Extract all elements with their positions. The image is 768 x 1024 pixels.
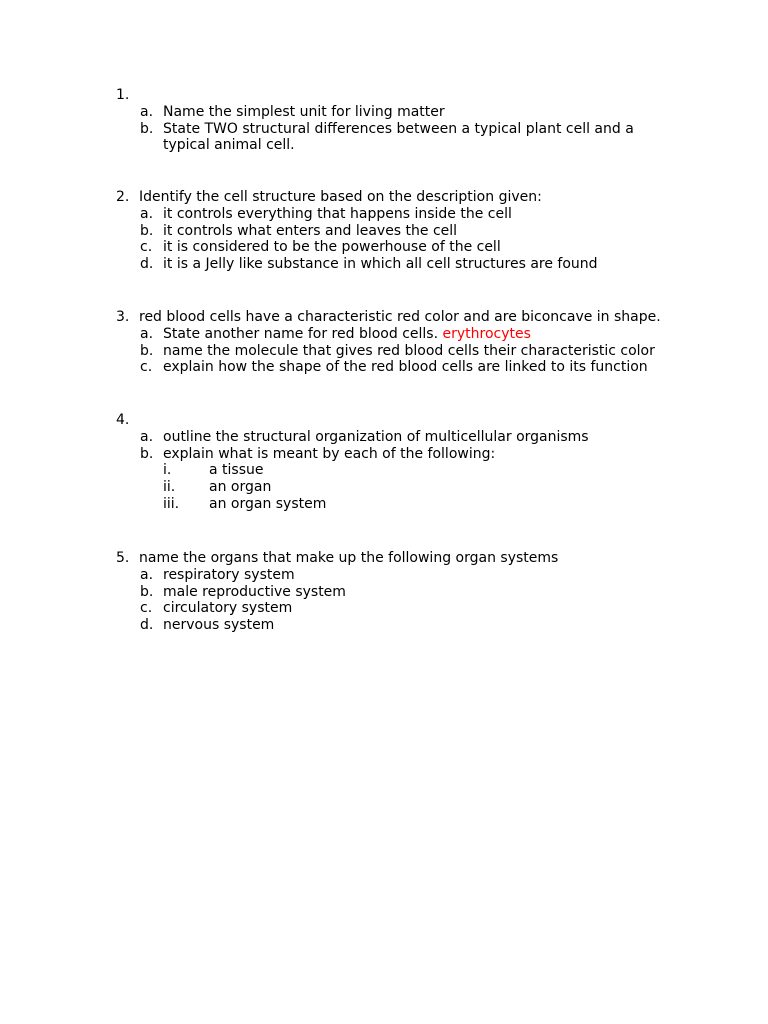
question-number: 1. — [116, 87, 130, 103]
question-3 — [116, 309, 676, 376]
sub-question-marker: a. — [140, 103, 154, 120]
sub-question-marker: c. — [140, 239, 153, 256]
sub-question — [116, 326, 676, 343]
sub-question-text: explain how the shape of the red blood cells are linked to its function — [163, 359, 648, 376]
sub-question-text: explain what is meant by each of the following: — [163, 445, 496, 462]
question-number: 3. — [116, 309, 130, 325]
sub-question-text-with-answer — [163, 326, 531, 343]
question-line — [116, 189, 676, 206]
sub-question — [116, 567, 676, 584]
roman-sub-item — [116, 496, 676, 513]
sub-question-marker: b. — [140, 222, 154, 239]
sub-question — [116, 343, 676, 360]
sub-question-text: nervous system — [163, 617, 275, 634]
question-text: red blood cells have a characteristic red color and are biconcave in shape. — [139, 309, 661, 325]
handwritten-answer: erythrocytes — [442, 325, 531, 342]
sub-question-marker: b. — [140, 342, 154, 359]
sub-question-text: it is considered to be the powerhouse of the cell — [163, 239, 501, 256]
sub-question-text: circulatory system — [163, 600, 293, 617]
sub-question — [116, 256, 676, 273]
roman-sub-item-marker: iii. — [163, 495, 180, 512]
sub-question — [116, 239, 676, 256]
sub-question — [116, 429, 676, 446]
sub-question-marker: c. — [140, 600, 153, 617]
sub-question-marker: a. — [140, 325, 154, 342]
sub-question — [116, 206, 676, 223]
question-number: 2. — [116, 189, 130, 205]
sub-question-marker: b. — [140, 445, 154, 462]
sub-question-text: State another name for red blood cells. — [163, 325, 439, 342]
roman-sub-item-marker: ii. — [163, 479, 176, 496]
question-line — [116, 309, 676, 326]
sub-question-text: it is a Jelly like substance in which all cell structures are found — [163, 256, 598, 273]
question-1 — [116, 87, 676, 154]
roman-sub-item — [116, 479, 676, 496]
question-number: 5. — [116, 550, 130, 566]
sub-question-marker: d. — [140, 617, 154, 634]
sub-question — [116, 223, 676, 240]
sub-question-marker: a. — [140, 428, 154, 445]
sub-question — [116, 121, 676, 155]
question-number: 4. — [116, 412, 130, 428]
sub-question-marker: a. — [140, 205, 154, 222]
sub-question-marker: d. — [140, 256, 154, 273]
question-4 — [116, 412, 676, 513]
question-line — [116, 550, 676, 567]
sub-question — [116, 104, 676, 121]
sub-question-text: it controls what enters and leaves the cell — [163, 222, 458, 239]
question-2 — [116, 189, 676, 273]
roman-sub-item-marker: i. — [163, 462, 172, 479]
sub-question — [116, 584, 676, 601]
sub-question-marker: a. — [140, 566, 154, 583]
roman-sub-item — [116, 462, 676, 479]
question-line — [116, 412, 676, 429]
question-5 — [116, 550, 676, 634]
sub-question-text: outline the structural organization of multicellular organisms — [163, 428, 589, 445]
sub-question — [116, 600, 676, 617]
question-text: Identify the cell structure based on the description given: — [139, 189, 542, 205]
sub-question — [116, 617, 676, 634]
roman-sub-item-text: an organ — [209, 479, 272, 496]
question-line — [116, 87, 676, 104]
question-text: name the organs that make up the following organ systems — [139, 550, 559, 566]
roman-sub-item-text: an organ system — [209, 495, 327, 512]
sub-question-marker: b. — [140, 120, 154, 137]
roman-sub-item-text: a tissue — [209, 462, 264, 479]
sub-question — [116, 359, 676, 376]
sub-question-marker: c. — [140, 359, 153, 376]
sub-question-text: male reproductive system — [163, 583, 346, 600]
sub-question-text: State TWO structural differences between a typical plant cell and a typical animal cell. — [163, 120, 634, 154]
sub-question-text: Name the simplest unit for living matter — [163, 103, 445, 120]
sub-question-marker: b. — [140, 583, 154, 600]
sub-question — [116, 446, 676, 463]
sub-question-text: name the molecule that gives red blood cells their characteristic color — [163, 342, 655, 359]
sub-question-text: respiratory system — [163, 566, 295, 583]
sub-question-text: it controls everything that happens inside the cell — [163, 205, 512, 222]
